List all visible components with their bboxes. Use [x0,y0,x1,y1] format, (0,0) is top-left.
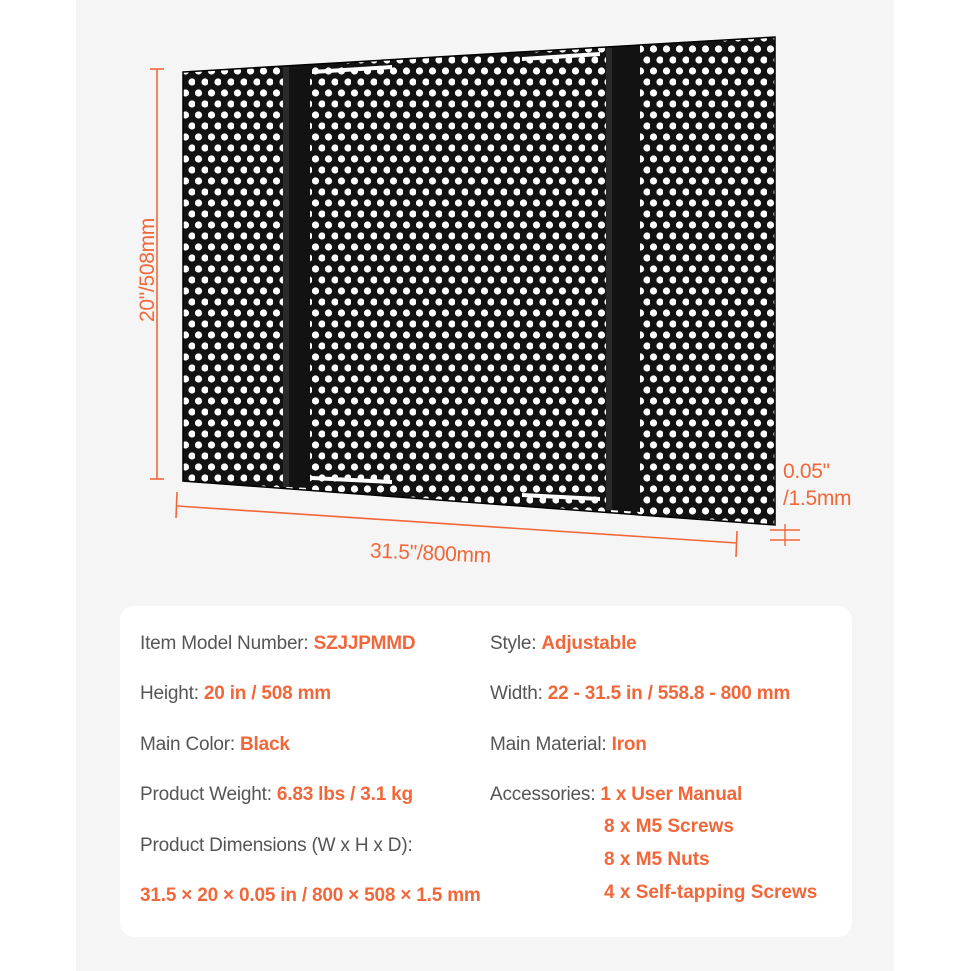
thickness-dimension-label [783,458,851,512]
spec-model-label: Item Model Number: [140,633,314,654]
spec-weight-value: 6.83 lbs / 3.1 kg [276,784,413,805]
spec-model [140,633,415,655]
spec-material-value: Iron [611,734,647,755]
spec-width [490,683,790,705]
pegboard-holes [180,30,780,530]
spec-color [140,734,290,756]
spec-dimensions-label: Product Dimensions (W x H x D): [140,835,413,856]
spec-height [140,683,331,705]
spec-color-value: Black [240,734,290,755]
spec-width-value: 22 - 31.5 in / 558.8 - 800 mm [547,683,791,704]
accessory-item: 4 x Self-tapping Screws [604,882,818,903]
accessory-item: 8 x M5 Nuts [604,849,710,870]
accessory-item: 8 x M5 Screws [604,816,734,837]
left-strip [287,64,310,488]
specifications-card [120,606,852,937]
spec-style [490,633,637,655]
spec-accessories [490,784,742,806]
spec-material-label: Main Material: [490,734,612,755]
accessory-item: 1 x User Manual [600,784,743,805]
spec-material [490,734,647,756]
right-strip [610,45,640,512]
spec-dimensions-value: 31.5 × 20 × 0.05 in / 800 × 508 × 1.5 mm [140,885,481,906]
spec-weight [140,784,413,806]
spec-height-value: 20 in / 508 mm [203,683,331,704]
spec-weight-label: Product Weight: [140,784,277,805]
spec-color-label: Main Color: [140,734,241,755]
thickness-dimension-line [770,524,800,546]
spec-accessories-label: Accessories: [490,784,601,805]
thickness-inch: 0.05" [783,460,830,483]
spec-dimensions [140,885,481,907]
spec-style-value: Adjustable [541,633,637,654]
thickness-mm: /1.5mm [783,487,852,510]
spec-width-label: Width: [490,683,548,704]
spec-height-label: Height: [140,683,204,704]
spec-model-value: SZJJPMMD [313,633,416,654]
spec-style-label: Style: [490,633,542,654]
height-dimension-label: 20"/508mm [136,218,159,322]
width-dimension-label: 31.5"/800mm [369,539,492,568]
